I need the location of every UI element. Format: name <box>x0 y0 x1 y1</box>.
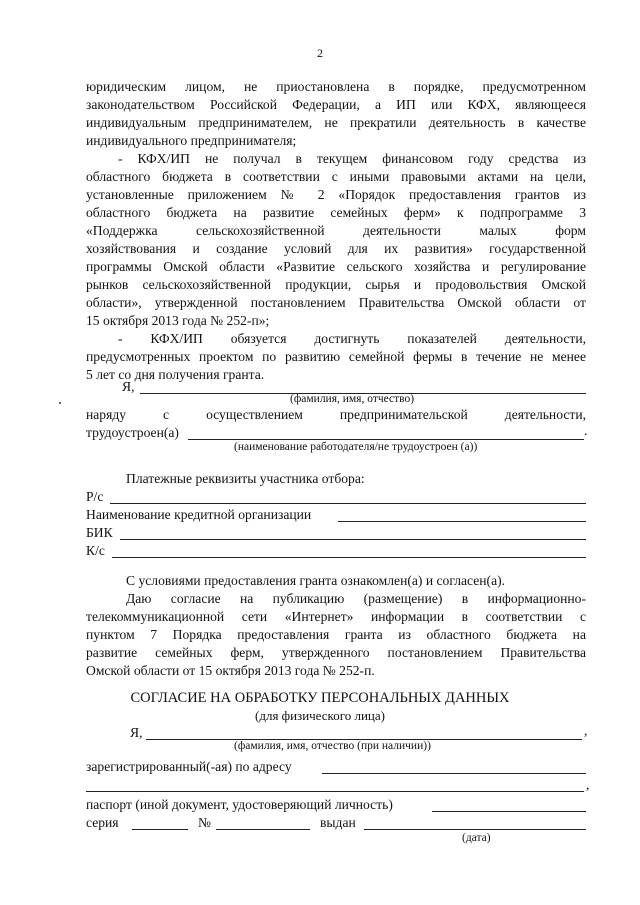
ya-label-2: Я, <box>130 725 143 740</box>
text-line: области», утвержденной постановлением Правительства Омской области от <box>86 295 586 310</box>
series-field[interactable] <box>132 829 188 830</box>
ya-end: , <box>584 723 588 738</box>
passport-label: паспорт (иной документ, удостоверяющий личность) <box>86 797 393 812</box>
text-line: предусмотренных проектом по развитию семейной фермы в течение не менее <box>86 349 586 364</box>
fio-caption: (фамилия, имя, отчество) <box>290 393 415 405</box>
rs-field[interactable] <box>110 503 586 504</box>
text-line: телекоммуникационной сети «Интернет» информации в соответствии с <box>86 609 586 624</box>
text-line: пунктом 7 Порядка предоставления гранта из областного бюджета на <box>86 627 586 642</box>
bik-field[interactable] <box>120 539 586 540</box>
text-line: юридическим лицом, не приостановлена в порядке, предусмотренном <box>86 79 586 94</box>
personal-data-title: СОГЛАСИЕ НА ОБРАБОТКУ ПЕРСОНАЛЬНЫХ ДАННЫХ <box>130 690 510 706</box>
number-field[interactable] <box>216 829 310 830</box>
employer-caption: (наименование работодателя/не трудоустроен (а)) <box>234 441 478 453</box>
issued-label: выдан <box>320 815 356 830</box>
text-line: - КФХ/ИП обязуется достигнуть показателей деятельности, <box>118 331 586 346</box>
registered-label: зарегистрированный(-ая) по адресу <box>86 759 292 774</box>
employed-label: трудоустроен(а) <box>86 425 179 440</box>
rs-label: Р/с <box>86 489 104 504</box>
address-field[interactable] <box>322 773 586 774</box>
date-caption: (дата) <box>462 832 491 844</box>
text-line: наряду с осуществлением предпринимательской деятельности, <box>86 407 586 422</box>
text-line: 15 октября 2013 года № 252-п»; <box>86 313 270 328</box>
ks-field[interactable] <box>112 557 586 558</box>
text-line: - КФХ/ИП не получал в текущем финансовом году средства из <box>118 151 586 166</box>
bank-name-label: Наименование кредитной организации <box>86 507 312 522</box>
stray-mark <box>59 402 61 404</box>
series-label: серия <box>86 815 119 830</box>
text-line: С условиями предоставления гранта ознакомлен(а) и согласен(а). <box>126 573 506 588</box>
issued-field[interactable] <box>364 829 586 830</box>
bank-name-field[interactable] <box>338 521 586 522</box>
page-number: 2 <box>317 46 323 60</box>
text-line: областного бюджета на развитие семейных ферм» к подпрограмме 3 <box>86 205 586 220</box>
text-line: рынков сельскохозяйственной продукции, сырья и продовольствия Омской <box>86 277 586 292</box>
number-label: № <box>198 815 211 830</box>
text-line: хозяйствования и создание условий для их развития» государственной <box>86 241 586 256</box>
text-line: Омской области от 15 октября 2013 года № 252-п. <box>86 663 375 678</box>
text-line: областного бюджета в соответствии с иными правовыми актами на цели, <box>86 169 586 184</box>
text-line: развитие семейных ферм, утвержденного постановлением Правительства <box>86 645 586 660</box>
text-line: «Поддержка сельскохозяйственной деятельности малых форм <box>86 223 586 238</box>
address-end: , <box>586 777 590 792</box>
text-line: Даю согласие на публикацию (размещение) в информационно- <box>126 591 586 606</box>
text-line: индивидуальным предпринимателем, не прекратили деятельность в качестве <box>86 115 586 130</box>
personal-data-subtitle: (для физического лица) <box>255 708 385 723</box>
employer-field[interactable] <box>188 439 584 440</box>
text-line: законодательством Российской Федерации, а ИП или КФХ, являющееся <box>86 97 586 112</box>
bik-label: БИК <box>86 525 113 540</box>
passport-field[interactable] <box>432 811 586 812</box>
text-line: индивидуального предпринимателя; <box>86 133 297 148</box>
text-line: установленные приложением № 2 «Порядок предоставления грантов из <box>86 187 586 202</box>
employed-end: . <box>584 423 588 438</box>
text-line: 5 лет со дня получения гранта. <box>86 367 265 382</box>
ks-label: К/с <box>86 543 105 558</box>
address-field-2[interactable] <box>86 791 584 792</box>
fio-caption-2: (фамилия, имя, отчество (при наличии)) <box>234 740 431 752</box>
ya-label: Я, <box>122 379 135 394</box>
bank-heading: Платежные реквизиты участника отбора: <box>126 471 365 486</box>
text-line: программы Омской области «Развитие сельского хозяйства и регулирование <box>86 259 586 274</box>
